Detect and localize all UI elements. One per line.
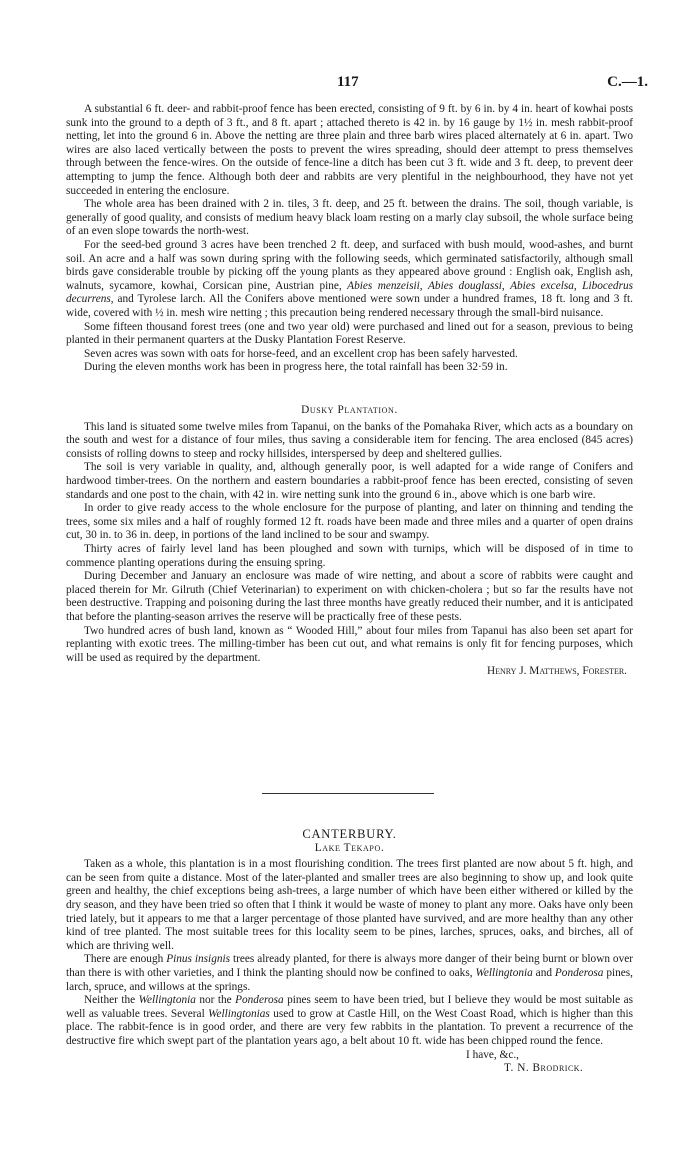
text-span: pines seem to have been tried, but I believe they would be most suitable as well as valuable trees. Several — [66, 994, 634, 1020]
paragraph: During the eleven months work has been in progress here, the total rainfall has been 32·59 in. — [84, 361, 508, 374]
closing-salutation: I have, &c., — [466, 1048, 520, 1061]
text-span: nor the — [195, 994, 236, 1007]
dusky-plantation-section — [66, 404, 633, 679]
paragraph: The whole area has been drained with 2 in. tiles, 3 ft. deep, and 25 ft. between the drains. The soil, though variable, is generally of good quality, and consists of medium heavy black loam resting on a marly clay subsoil, the whole surface being of an even slope towards the north-west. — [66, 198, 633, 238]
text-span: There are enough — [84, 953, 167, 966]
species-name: Pinus insignis — [166, 953, 231, 966]
paragraph: Taken as a whole, this plantation is in a most flourishing condition. The trees first planted are now about 5 ft. high, and can be seen from quite a distance. Most of the later-planted and smaller trees are also beginning to show up, and look quite green and healthy, the chief exceptions being ash-trees, a large number of which have been either withered or killed by the dry season, and they have been tried so often that I think it would be waste of money to plant any more. Oaks have only been tried lately, but it appears to me that a larger percentage of those planted have survived, and are more healthy than any other kind of tree planted. The most suitable trees for this locality seem to be pines, larches, spruces, oaks, and birches, all of which are thriving well. — [66, 858, 633, 952]
document-code: C.—1. — [607, 74, 648, 90]
text-span: trees already planted, for there is always more danger of their being burnt or blown over than there is with other varieties, and I think the planting should now be confined to oaks, — [66, 953, 634, 979]
paragraph — [66, 953, 633, 994]
text-span: pines, larch, spruce, and willows at the springs. — [66, 966, 634, 993]
paragraph: This land is situated some twelve miles from Tapanui, on the banks of the Pomahaka River, which acts as a boundary on the south and west for a distance of four miles, thus saving a considerable item for fencing. The area enclosed (845 acres) consists of rolling downs to steep and rocky hillsides, interspersed by deep and sheltered gullies. — [66, 420, 633, 460]
fence-report-section — [66, 103, 633, 375]
paragraph: In order to give ready access to the whole enclosure for the purpose of planting, and later on thinning and tending the trees, some six miles and a half of roughly formed 12 ft. roads have been made and three miles and a quarter of open drains cut, 30 in. to 36 in. deep, in portions of the land inclined to be sour and swampy. — [66, 502, 633, 542]
text-span: Neither the — [84, 994, 139, 1007]
text-span: For the seed-bed ground 3 acres have been trenched 2 ft. deep, and surfaced with bush mould, wood-ashes, and burnt soil. An acre and a half was sown during spring with the following seeds, which germinated satisfactorily, although small birds gave considerable trouble by picking off the young plants as they appeared above ground : English oak, English ash, walnuts, sycamore, kowhai, Corsican pine, Austrian pine, — [66, 238, 633, 292]
canterbury-section — [66, 828, 633, 1076]
paragraph: During December and January an enclosure was made of wire netting, and about a score of rabbits were caught and placed therein for Mr. Gilruth (Chief Veterinarian) to experiment on with chicken-cholera ; but so far the results have not been destructive. Trapping and poisoning during the last three months have greatly reduced their number, and it is anticipated that before the planting-season arrives the reserve will be practically free of these pests. — [66, 570, 633, 623]
paragraph: A substantial 6 ft. deer- and rabbit-proof fence has been erected, consisting of 9 ft. by 6 in. by 4 in. heart of kowhai posts sunk into the ground to a depth of 3 ft., and 8 ft. apart ; attached thereto is 42 in. by 16 gauge by 1½ in. mesh rabbit-proof netting, let into the ground 6 in. Above the netting are three plain and three barb wires placed alternately at 6 in. apart. Two wires are also laced vertically between the posts to prevent the wires spreading, should deer attempt to press themselves through between the fence-wires. On the outside of fence-line a ditch has been cut 3 ft. wide and 3 ft. deep, to prevent deer attempting to jump the fence. Although both deer and rabbits are very plentiful in the neighbourhood, they have not yet succeeded in entering the enclosure. — [66, 103, 633, 197]
paragraph — [66, 994, 633, 1048]
species-name: Ponderosa — [554, 966, 604, 979]
section-divider — [262, 793, 434, 794]
paragraph: Two hundred acres of bush land, known as “ Wooded Hill,” about four miles from Tapanui has also been set apart for replanting with exotic trees. The milling-timber has been cut out, and what remains is only fit for fencing purposes, which will be used as required by the department. — [66, 624, 633, 664]
species-name: Libocedrus decurrens — [66, 279, 634, 306]
text-span: and Tyrolese larch. All the Conifers above mentioned were sown under a hundred frames, 18 ft. long and 3 ft. wide, covered with ½ in. mesh wire netting ; this precaution being rendered necessary through the small-bird nuisance. — [66, 293, 633, 319]
signature: T. N. Brodrick. — [504, 1062, 584, 1075]
species-name: Abies douglassi — [428, 279, 502, 292]
species-name: Ponderosa — [235, 994, 284, 1007]
text-span: used to grow at Castle Hill, on the West Coast Road, which is higher than this place. The rabbit-fence is in good order, and there are very few rabbits in the plantation. To prevent a recurrence of the destructive fire which swept part of the plantation years ago, a belt about 10 ft. wide has been chipped round the fence. — [66, 1007, 633, 1047]
paragraph: Some fifteen thousand forest trees (one and two year old) were purchased and lined out for a season, previous to being planted in their permanent quarters at the Dusky Plantation Forest Reserve. — [66, 320, 633, 347]
section-heading: CANTERBURY. — [302, 827, 397, 841]
text-span: and — [532, 966, 555, 979]
section-subheading: Lake Tekapo. — [314, 841, 385, 854]
section-heading: Dusky Plantation. — [301, 404, 398, 416]
signature: Henry J. Matthews, Forester. — [486, 665, 627, 678]
species-name: Wellingtonia — [138, 994, 196, 1007]
species-name: Wellingtonias — [208, 1007, 270, 1020]
paragraph: Thirty acres of fairly level land has been ploughed and sown with turnips, which will be disposed of in time to commence planting operations during the ensuing spring. — [66, 542, 633, 569]
species-name: Wellingtonia — [475, 966, 533, 979]
species-name: Abies menzeisii — [347, 279, 420, 292]
paragraph: The soil is very variable in quality, and, although generally poor, is well adapted for a wide range of Conifers and hardwood timber-trees. On the northern and eastern boundaries a rabbit-proof fence has been erected, consisting of seven standards and one post to the chain, with 42 in. wire netting sunk into the ground 6 in., above which is one barb wire. — [66, 461, 633, 501]
page-number: 117 — [337, 74, 359, 90]
paragraph: Seven acres was sown with oats for horse-feed, and an excellent crop has been safely harvested. — [84, 347, 518, 360]
paragraph-seed-bed: For the seed-bed ground 3 acres have been trenched 2 ft. deep, and surfaced with bush mould, wood-ashes, and burnt soil. An acre and a half was sown during spring with the following seeds, which germinated satisfactorily, although small birds gave considerable trouble by picking off the young plants as they appeared above ground : English oak, English ash, walnuts, sycamore, kowhai, Corsican pine, Austrian pine, Abies menzeisii, Abies douglassi, Abies excelsa, Libocedrus decurrens, and Tyrolese larch. All the Conifers above mentioned were sown under a hundred frames, 18 ft. long and 3 ft. wide, covered with ½ in. mesh wire netting ; this precaution being rendered necessary through the small-bird nuisance. — [66, 238, 634, 319]
species-name: Abies excelsa — [510, 279, 574, 292]
